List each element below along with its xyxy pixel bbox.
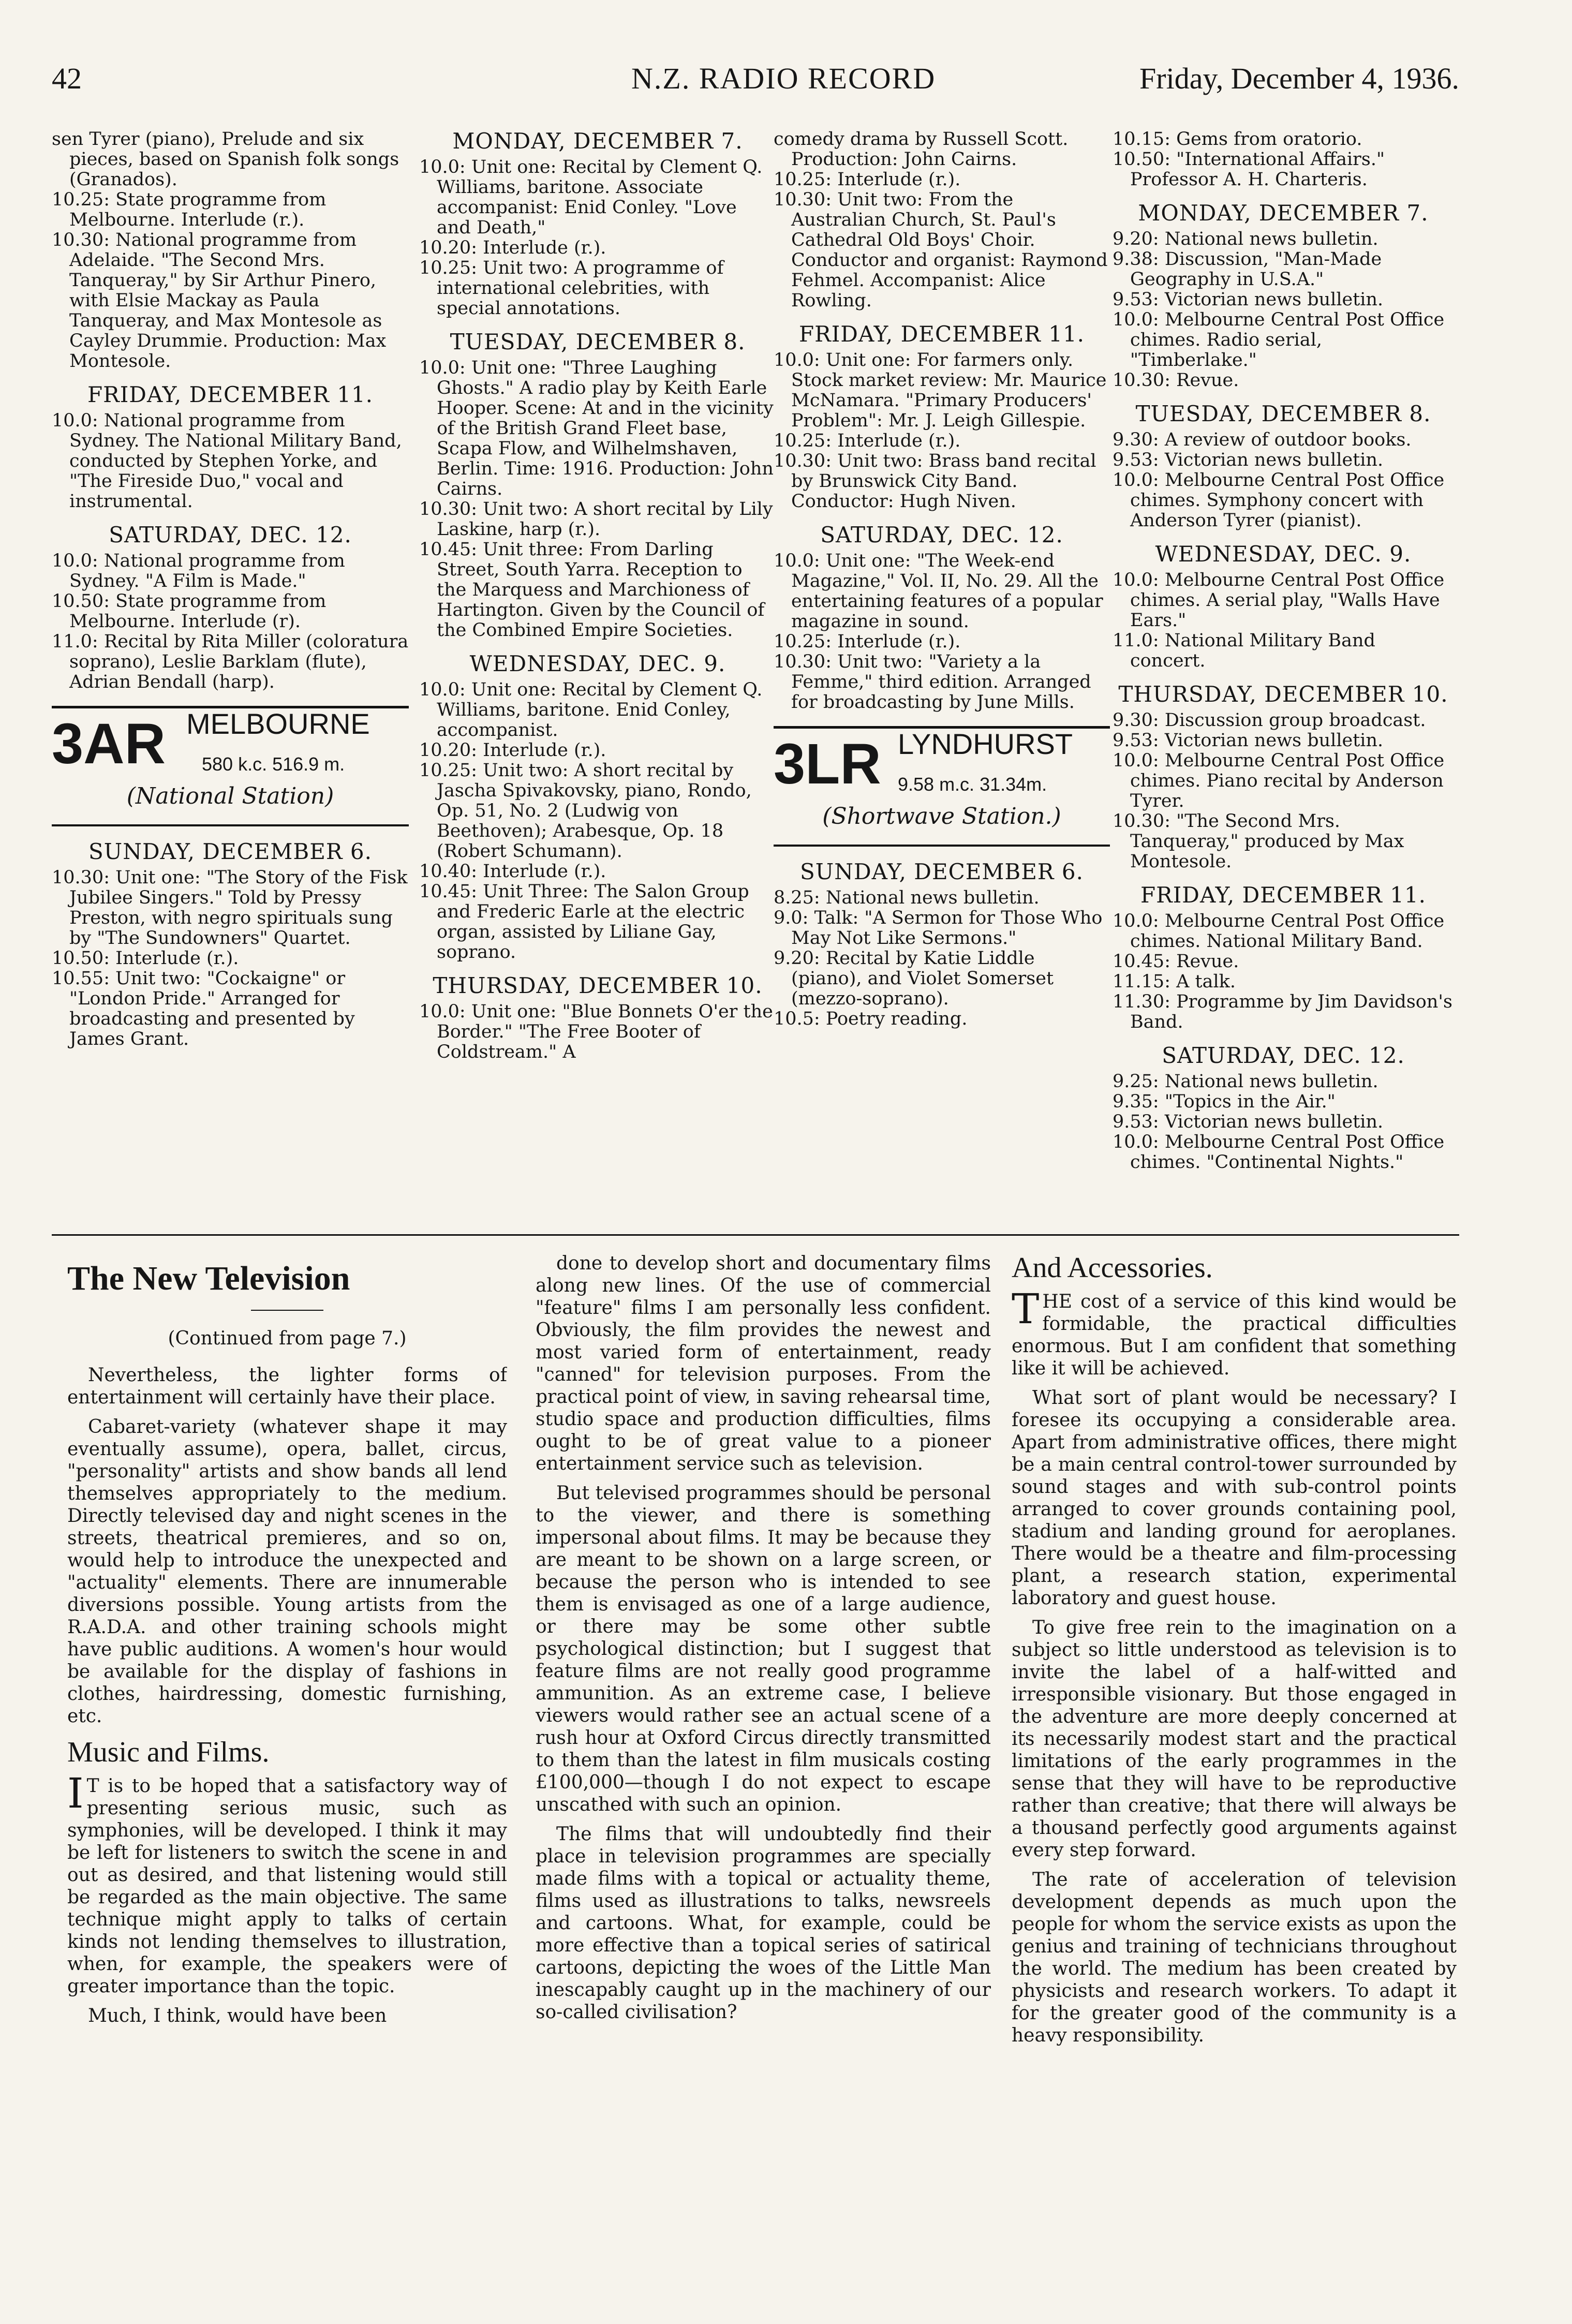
issue-date: Friday, December 4, 1936. bbox=[1139, 62, 1459, 95]
day-heading: SUNDAY, DECEMBER 6. bbox=[88, 839, 372, 864]
programme-entry: 10.5: Poetry reading. bbox=[774, 1009, 968, 1029]
station-city: LYNDHURST bbox=[898, 728, 1073, 760]
programme-entry: 10.0: National programme from Sydney. The National Military Band, conducted by Stephen Yorke, and "The Fireside Duo," vocal and instrumental. bbox=[52, 410, 402, 512]
programme-entry: 9.38: Discussion, "Man-Made Geography in U.S.A." bbox=[1113, 249, 1382, 290]
station-call-sign: 3AR bbox=[52, 712, 166, 776]
programme-entry: 10.25: Interlude (r.). bbox=[774, 631, 961, 652]
day-heading: SATURDAY, DEC. 12. bbox=[109, 522, 352, 547]
programme-entry: 10.40: Interlude (r.). bbox=[419, 861, 606, 882]
programme-entry: 10.0: Unit one: Recital by Clement Q. Williams, baritone. Enid Conley, accompanist. bbox=[419, 679, 763, 741]
programme-entry: 10.20: Interlude (r.). bbox=[419, 238, 606, 258]
programme-entry: 10.30: Unit two: "Variety a la Femme," third edition. Arranged for broadcasting by June Mills. bbox=[774, 652, 1091, 713]
programme-entry: 11.0: National Military Band concert. bbox=[1113, 630, 1375, 671]
programme-entry: 10.0: Melbourne Central Post Office chimes. Symphony concert with Anderson Tyrer (pianist). bbox=[1113, 470, 1445, 531]
programme-entry: 9.30: Discussion group broadcast. bbox=[1113, 710, 1426, 731]
programme-entry: 9.25: National news bulletin. bbox=[1113, 1071, 1378, 1092]
station-note: (National Station) bbox=[126, 783, 334, 809]
day-heading: FRIDAY, DECEMBER 11. bbox=[1140, 882, 1427, 908]
entry-list bbox=[774, 551, 1110, 713]
station-city: MELBOURNE bbox=[186, 707, 370, 740]
drop-cap: I bbox=[67, 1769, 84, 1817]
entry-list bbox=[52, 551, 409, 692]
programme-entry: 10.0: Melbourne Central Post Office chimes. Piano recital by Anderson Tyrer. bbox=[1113, 750, 1445, 811]
entry-list bbox=[419, 1002, 776, 1062]
article-column-1 bbox=[67, 1250, 507, 2279]
article-title: The New Television bbox=[67, 1260, 350, 1297]
entry-list bbox=[52, 129, 409, 372]
day-heading: MONDAY, DECEMBER 7. bbox=[1138, 200, 1429, 226]
entry-list bbox=[774, 129, 1110, 311]
station-banner-3lr bbox=[774, 726, 1110, 847]
day-heading: WEDNESDAY, DEC. 9. bbox=[469, 651, 726, 676]
programme-entry: 9.20: National news bulletin. bbox=[1113, 229, 1378, 249]
programme-entry: 9.0: Talk: "A Sermon for Those Who May Not Like Sermons." bbox=[774, 908, 1103, 949]
programme-entry: 10.0: Unit one: "The Week-end Magazine," Vol. II, No. 29. All the entertaining features of a popular magazine in sound. bbox=[774, 551, 1103, 632]
dropcap-paragraph bbox=[1012, 1285, 1457, 1380]
day-heading: FRIDAY, DECEMBER 11. bbox=[87, 382, 374, 407]
entry-list bbox=[419, 680, 776, 963]
programme-entry: 10.30: "The Second Mrs. Tanqueray," produced by Max Montesole. bbox=[1113, 811, 1404, 872]
paragraph-text: T is to be hoped that a satisfactory way of presenting serious music, such as symphonies, will be developed. I think it may be left for listeners to switch the scene in and out as desired, and that listening would still be regarded as the main objective. The same technique might apply to talks of certain kinds not lending themselves to illustration, when, for example, the speakers were of greater importance than the topic. bbox=[67, 1775, 507, 1997]
day-heading: SATURDAY, DEC. 12. bbox=[1162, 1043, 1405, 1068]
programme-entry: 9.53: Victorian news bulletin. bbox=[1113, 730, 1384, 751]
entry-list bbox=[1113, 911, 1454, 1032]
programme-entry: 10.0: Unit one: "Blue Bonnets O'er the Border." "The Free Booter of Coldstream." A bbox=[419, 1001, 773, 1062]
programme-entry: 11.15: A talk. bbox=[1113, 971, 1236, 992]
programme-entry: 9.20: Recital by Katie Liddle (piano), and Violet Somerset (mezzo-soprano). bbox=[774, 948, 1054, 1009]
paragraph: The rate of acceleration of television development depends as much upon the people for whom the service exists as upon the genius and training of technicians throughout the world. The medium has been created by physicists and research workers. To adapt it for the greater good of the community is a heavy responsibility. bbox=[1012, 1869, 1457, 2046]
programme-entry: 11.30: Programme by Jim Davidson's Band. bbox=[1113, 991, 1452, 1032]
article-paragraphs bbox=[67, 1364, 507, 1727]
programme-entry: 10.0: Melbourne Central Post Office chimes. Radio serial, "Timberlake." bbox=[1113, 309, 1445, 371]
page-header bbox=[52, 61, 1459, 108]
programme-entry: 9.53: Victorian news bulletin. bbox=[1113, 450, 1384, 470]
programme-entry: 10.30: Unit two: A short recital by Lily Laskine, harp (r.). bbox=[419, 499, 773, 540]
programme-entry: 9.30: A review of outdoor books. bbox=[1113, 430, 1412, 450]
day-heading: TUESDAY, DECEMBER 8. bbox=[450, 329, 746, 354]
programme-entry: 8.25: National news bulletin. bbox=[774, 887, 1040, 908]
station-banner-3ar bbox=[52, 706, 409, 826]
paragraph: Cabaret-variety (whatever shape it may eventually assume), opera, ballet, circus, "personality" artists and show bands all lend themselves appropriately to the medium. Directly televised day and night scenes in the streets, theatrical premieres, and so on, would help to introduce the unexpected and "actuality" elements. There are innumerable diversions possible. Young artists from the R.A.D.A. and other training schools might have public auditions. A women's hour would be available for the display of fashions in clothes, hairdressing, domestic furnishing, etc. bbox=[67, 1416, 507, 1727]
paragraph: To give free rein to the imagination on a subject so little understood as television is to invite the label of a half-witted and irresponsible visionary. But those engaged in the adventure are more deeply concerned at its necessarily modest start and the practical limitations of the early programmes in the sense that they will have to be reproductive rather than creative; that there will always be a thousand perfectly good arguments against every step forward. bbox=[1012, 1617, 1457, 1861]
programme-entry: 10.30: Unit two: Brass band recital by Brunswick City Band. Conductor: Hugh Niven. bbox=[774, 451, 1096, 512]
entry-list bbox=[52, 868, 409, 1049]
programme-entry: 10.45: Revue. bbox=[1113, 951, 1239, 972]
paragraph: What sort of plant would be necessary? I foresee its occupying a considerable area. Apart from administrative offices, there might be a main central control-tower surrounded by sound stages and with sub-control points arranged to cover grounds containing pool, stadium and landing ground for aeroplanes. There would be a theatre and film-processing plant, a research station, experimental laboratory and guest house. bbox=[1012, 1387, 1457, 1609]
subheading: And Accessories. bbox=[1012, 1252, 1213, 1284]
programme-entry: 10.25: Unit two: A programme of international celebrities, with special annotations. bbox=[419, 258, 724, 319]
subheading: Music and Films. bbox=[67, 1736, 270, 1768]
programme-entry: 10.15: Gems from oratorio. bbox=[1113, 129, 1362, 150]
drop-cap: T bbox=[1012, 1285, 1040, 1333]
programme-entry: 10.45: Unit three: From Darling Street, South Yarra. Reception to the Marquess and Marchioness of Hartington. Given by the Council of the Combined Empire Societies. bbox=[419, 539, 765, 641]
day-heading: MONDAY, DECEMBER 7. bbox=[452, 129, 743, 154]
programme-entry: 10.25: Unit two: A short recital by Jascha Spivakovsky, piano, Rondo, Op. 51, No. 2 (Ludwig von Beethoven); Arabesque, Op. 18 (Robert Schumann). bbox=[419, 760, 752, 862]
paragraph: Much, I think, would have been bbox=[88, 2005, 387, 2026]
article-paragraphs bbox=[536, 1252, 991, 2023]
programme-entry: 10.0: Melbourne Central Post Office chimes. National Military Band. bbox=[1113, 911, 1445, 952]
dropcap-paragraph bbox=[67, 1769, 507, 1997]
entry-list bbox=[419, 358, 776, 641]
programme-entry: comedy drama by Russell Scott. Production: John Cairns. bbox=[774, 129, 1069, 170]
article-column-2 bbox=[536, 1252, 991, 2277]
entry-list bbox=[1113, 430, 1454, 531]
entry-list bbox=[1113, 229, 1454, 391]
programme-entry: 10.0: Melbourne Central Post Office chimes. "Continental Nights." bbox=[1113, 1132, 1445, 1173]
programme-entry: 10.55: Unit two: "Cockaigne" or "London Pride." Arranged for broadcasting and presented by James Grant. bbox=[52, 968, 355, 1049]
station-frequency: 9.58 m.c. 31.34m. bbox=[898, 774, 1047, 795]
programme-entry: 10.0: Unit one: For farmers only. Stock market review: Mr. Maurice McNamara. "Primary Producers' Problem": Mr. J. Leigh Gillespie. bbox=[774, 350, 1107, 431]
programme-entry: 10.20: Interlude (r.). bbox=[419, 740, 606, 761]
listing-column-3 bbox=[774, 129, 1110, 1226]
entry-list bbox=[774, 350, 1110, 512]
programme-entry: 9.53: Victorian news bulletin. bbox=[1113, 1112, 1384, 1132]
paragraph: The films that will undoubtedly find their place in television programmes are specially made films with a topical or actuality theme, films used as illustrations to talks, newsreels and cartoons. What, for example, could be more effective than a topical series of satirical cartoons, depicting the woes of the Little Man inescapably caught up in the machinery of our so-called civilisation? bbox=[536, 1824, 991, 2023]
programme-entry: 10.50: "International Affairs." Professor A. H. Charteris. bbox=[1113, 149, 1385, 190]
page-number: 42 bbox=[52, 62, 82, 95]
entry-list bbox=[1113, 570, 1454, 671]
continued-note: (Continued from page 7.) bbox=[168, 1328, 407, 1349]
programme-entry: sen Tyrer (piano), Prelude and six pieces, based on Spanish folk songs (Granados). bbox=[52, 129, 399, 190]
entry-list bbox=[774, 888, 1110, 1029]
paragraph: Nevertheless, the lighter forms of entertainment will certainly have their place. bbox=[67, 1365, 507, 1408]
title-rule bbox=[251, 1310, 323, 1311]
station-note: (Shortwave Station.) bbox=[822, 803, 1061, 830]
programme-entry: 10.25: Interlude (r.). bbox=[774, 169, 961, 190]
entry-list bbox=[1113, 710, 1454, 872]
entry-list bbox=[1113, 1072, 1454, 1173]
programme-entry: 10.0: Unit one: "Three Laughing Ghosts." A radio play by Keith Earle Hooper. Scene: At and in the vicinity of the British Grand Fleet base, Scapa Flow, and Wilhelmshaven, Berlin. Time: 1916. Production: John Cairns. bbox=[419, 358, 774, 499]
programme-entry: 10.30: Unit one: "The Story of the Fisk Jubilee Singers." Told by Pressy Preston, with negro spirituals sung by "The Sundowners" Quartet. bbox=[52, 867, 408, 949]
programme-entry: 10.50: Interlude (r.). bbox=[52, 948, 239, 969]
programme-entry: 10.0: Melbourne Central Post Office chimes. A serial play, "Walls Have Ears." bbox=[1113, 570, 1445, 631]
paragraph: done to develop short and documentary films along new lines. Of the use of commercial "feature" films I am personally less confident. Obviously, the film provides the newest and most varied form of entertainment, ready "canned" for television purposes. From the practical point of view, in saving rehearsal time, studio space and production difficulties, films ought to be of great value to a pioneer entertainment service such as television. bbox=[536, 1253, 991, 1474]
station-frequency: 580 k.c. 516.9 m. bbox=[202, 753, 345, 775]
programme-entry: 10.25: Interlude (r.). bbox=[774, 431, 961, 451]
day-heading: FRIDAY, DECEMBER 11. bbox=[798, 321, 1085, 347]
entry-list bbox=[1113, 129, 1454, 190]
day-heading: SUNDAY, DECEMBER 6. bbox=[800, 859, 1084, 884]
listing-column-1 bbox=[52, 129, 409, 1226]
day-heading: SATURDAY, DEC. 12. bbox=[820, 522, 1063, 547]
programme-entry: 10.50: State programme from Melbourne. Interlude (r). bbox=[52, 591, 327, 632]
programme-entry: 10.30: Revue. bbox=[1113, 370, 1239, 391]
programme-entry: 9.35: "Topics in the Air." bbox=[1113, 1091, 1336, 1112]
day-heading: TUESDAY, DECEMBER 8. bbox=[1135, 401, 1431, 426]
programme-entry: 10.30: National programme from Adelaide. "The Second Mrs. Tanqueray," by Sir Arthur Pinero, with Elsie Mackay as Paula Tanqueray, and Max Montesole as Cayley Drummie. Production: Max Montesole. bbox=[52, 230, 387, 372]
programme-entry: 11.0: Recital by Rita Miller (coloratura soprano), Leslie Barklam (flute), Adrian Bendall (harp). bbox=[52, 631, 409, 692]
publication-title: N.Z. RADIO RECORD bbox=[631, 62, 936, 95]
programme-entry: 10.25: State programme from Melbourne. Interlude (r.). bbox=[52, 189, 327, 230]
programme-entry: 10.45: Unit Three: The Salon Group and Frederic Earle at the electric organ, assisted by Liliane Gay, soprano. bbox=[419, 881, 749, 963]
programme-entry: 10.0: National programme from Sydney. "A Film is Made." bbox=[52, 551, 345, 591]
listing-column-4 bbox=[1113, 129, 1454, 1226]
entry-list bbox=[52, 411, 409, 512]
programme-entry: 10.30: Unit two: From the Australian Church, St. Paul's Cathedral Old Boys' Choir. Conductor and organist: Raymond Fehmel. Accompanist: Alice Rowling. bbox=[774, 189, 1108, 311]
article-column-3 bbox=[1012, 1252, 1457, 2277]
day-heading: THURSDAY, DECEMBER 10. bbox=[433, 973, 763, 998]
section-divider bbox=[52, 1234, 1459, 1236]
day-heading: WEDNESDAY, DEC. 9. bbox=[1155, 541, 1412, 567]
entry-list bbox=[419, 157, 776, 319]
listing-column-2 bbox=[419, 129, 776, 1226]
programme-entry: 9.53: Victorian news bulletin. bbox=[1113, 289, 1384, 310]
paragraph-text: HE cost of a service of this kind would be formidable, the practical difficulties enormous. But I am confident that something like it will be achieved. bbox=[1012, 1291, 1457, 1379]
programme-entry: 10.0: Unit one: Recital by Clement Q. Williams, baritone. Associate accompanist: Enid Conley. "Love and Death," bbox=[419, 157, 763, 238]
paragraph: But televised programmes should be personal to the viewer, and there is something impersonal about films. It may be because they are meant to be shown on a large screen, or because the person who is intended to see them is envisaged as one of a large audience, or there may be some other subtle psychological distinction; but I suggest that feature films are not really good programme ammunition. As an extreme case, I believe viewers would rather see an actual scene of a rush hour at Oxford Circus directly transmitted to them than the latest in film musicals costing £100,000—though I do not expect to escape unscathed with such an opinion. bbox=[536, 1483, 991, 1815]
day-heading: THURSDAY, DECEMBER 10. bbox=[1118, 682, 1448, 707]
station-call-sign: 3LR bbox=[774, 732, 881, 796]
